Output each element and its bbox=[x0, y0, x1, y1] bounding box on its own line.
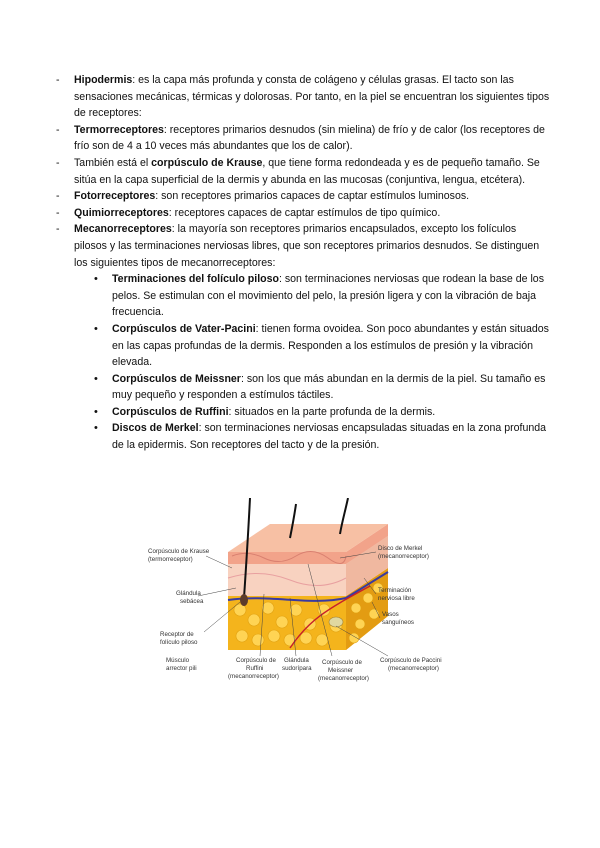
mecanorreceptor-sublist bbox=[74, 271, 552, 454]
description: : tienen forma ovoidea. Son poco abundantes y están situados en las capas profundas de la dermis. Responden a los estímulos de presión y la vibración elevada. bbox=[112, 322, 549, 369]
list-item-fotorreceptores bbox=[52, 188, 552, 205]
label-musculo-2: arrector pili bbox=[166, 665, 197, 672]
description: : receptores capaces de captar estímulos de tipo químico. bbox=[168, 206, 441, 219]
skin-diagram bbox=[140, 498, 460, 694]
description: : receptores primarios desnudos (sin mielina) de frío y de calor (los receptores de frío son de 4 a 10 veces más abundantes que los de calor). bbox=[74, 123, 545, 153]
label-meissner-3: (mecanorreceptor) bbox=[318, 675, 369, 682]
list-item-mecanorreceptores bbox=[52, 221, 552, 453]
list-item-quimiorreceptores bbox=[52, 205, 552, 222]
list-item-krause bbox=[52, 155, 552, 188]
term: Hipodermis bbox=[74, 74, 133, 86]
description: : son terminaciones nerviosas que rodean la base de los pelos. Se estimulan con el movimiento del pelo, la presión ligera y con la vibración de baja frecuencia. bbox=[112, 273, 544, 319]
term: corpúsculo de Krause bbox=[151, 156, 263, 169]
term: Mecanorreceptores bbox=[74, 223, 172, 236]
label-merkel-2: (mecanorreceptor) bbox=[378, 553, 429, 560]
label-paccini: Corpúsculo de Paccini bbox=[380, 657, 442, 664]
label-ruffini: Corpúsculo de bbox=[236, 657, 276, 664]
term: Corpúsculos de Vater-Pacini bbox=[112, 322, 256, 335]
label-sebacea: Glándula bbox=[176, 590, 201, 597]
label-krause: Corpúsculo de Krause bbox=[148, 548, 210, 555]
description: : son los que más abundan en la dermis de la piel. Su tamaño es muy pequeño y responden a estímulos táctiles. bbox=[112, 372, 546, 402]
term: Corpúsculos de Meissner bbox=[112, 372, 241, 385]
sublist-item-merkel bbox=[74, 420, 552, 453]
label-meissner: Corpúsculo de bbox=[322, 659, 362, 666]
description: : son receptores primarios capaces de captar estímulos luminosos. bbox=[155, 190, 470, 203]
term: Fotorreceptores bbox=[74, 190, 156, 203]
label-meissner-2: Meissner bbox=[328, 667, 354, 674]
label-sudoripara-2: sudorípara bbox=[282, 665, 312, 672]
label-paccini-2: (mecanorreceptor) bbox=[388, 665, 439, 672]
label-sebacea-2: sebácea bbox=[180, 598, 204, 605]
label-ruffini-2: Ruffini bbox=[246, 665, 264, 672]
skin-diagram-svg bbox=[140, 498, 460, 694]
label-foliculo-2: folículo piloso bbox=[160, 639, 198, 646]
label-vasos: Vasos bbox=[382, 611, 399, 618]
term: Corpúsculos de Ruffini bbox=[112, 405, 229, 418]
list-item-hipodermis bbox=[52, 72, 552, 122]
list-item-termorreceptores bbox=[52, 122, 552, 155]
description: , que tiene forma redondeada y es de pequeño tamaño. Se sitúa en la capa superficial de la dermis y abunda en las mucosas (conjuntiva, lengua, etcétera). bbox=[74, 156, 540, 186]
term: Terminaciones del folículo piloso bbox=[112, 273, 279, 286]
label-sudoripara: Glándula bbox=[284, 657, 309, 664]
description: : situados en la parte profunda de la dermis. bbox=[228, 405, 436, 418]
pacini-corpuscle bbox=[329, 617, 343, 627]
description-prefix: También está el bbox=[74, 156, 152, 169]
label-merkel: Disco de Merkel bbox=[378, 545, 423, 552]
label-musculo: Músculo bbox=[166, 657, 190, 664]
description: : la mayoría son receptores primarios encapsulados, excepto los folículos pilosos y las terminaciones nerviosas libres, que son receptores primarios desnudos. Se distinguen los siguientes tipos de mecanorreceptores: bbox=[74, 223, 540, 269]
hair-follicle bbox=[240, 594, 248, 606]
sublist-item-ruffini bbox=[74, 404, 552, 421]
term: Termorreceptores bbox=[74, 123, 164, 136]
description: : es la capa más profunda y consta de colágeno y células grasas. El tacto son las sensaciones mecánicas, térmicas y dolorosas. Por tanto, en la piel se encuentran los siguientes tipos de receptores: bbox=[74, 74, 550, 120]
term: Quimiorreceptores bbox=[74, 206, 169, 219]
label-terminacion-2: nerviosa libre bbox=[378, 595, 415, 602]
term: Discos de Merkel bbox=[112, 422, 199, 435]
sublist-item-meissner bbox=[74, 371, 552, 404]
sublist-item-pacini bbox=[74, 321, 552, 371]
receptor-list bbox=[52, 72, 552, 454]
label-vasos-2: sanguíneos bbox=[382, 619, 414, 626]
description: : son terminaciones nerviosas encapsuladas situadas en la zona profunda de la epidermis. Son receptores del tacto y de la presión. bbox=[112, 422, 547, 452]
sublist-item-foliculo bbox=[74, 271, 552, 321]
label-krause-type: (termorreceptor) bbox=[148, 556, 193, 563]
label-ruffini-3: (mecanorreceptor) bbox=[228, 673, 279, 680]
label-terminacion: Terminación bbox=[378, 587, 412, 594]
label-foliculo: Receptor de bbox=[160, 631, 194, 638]
